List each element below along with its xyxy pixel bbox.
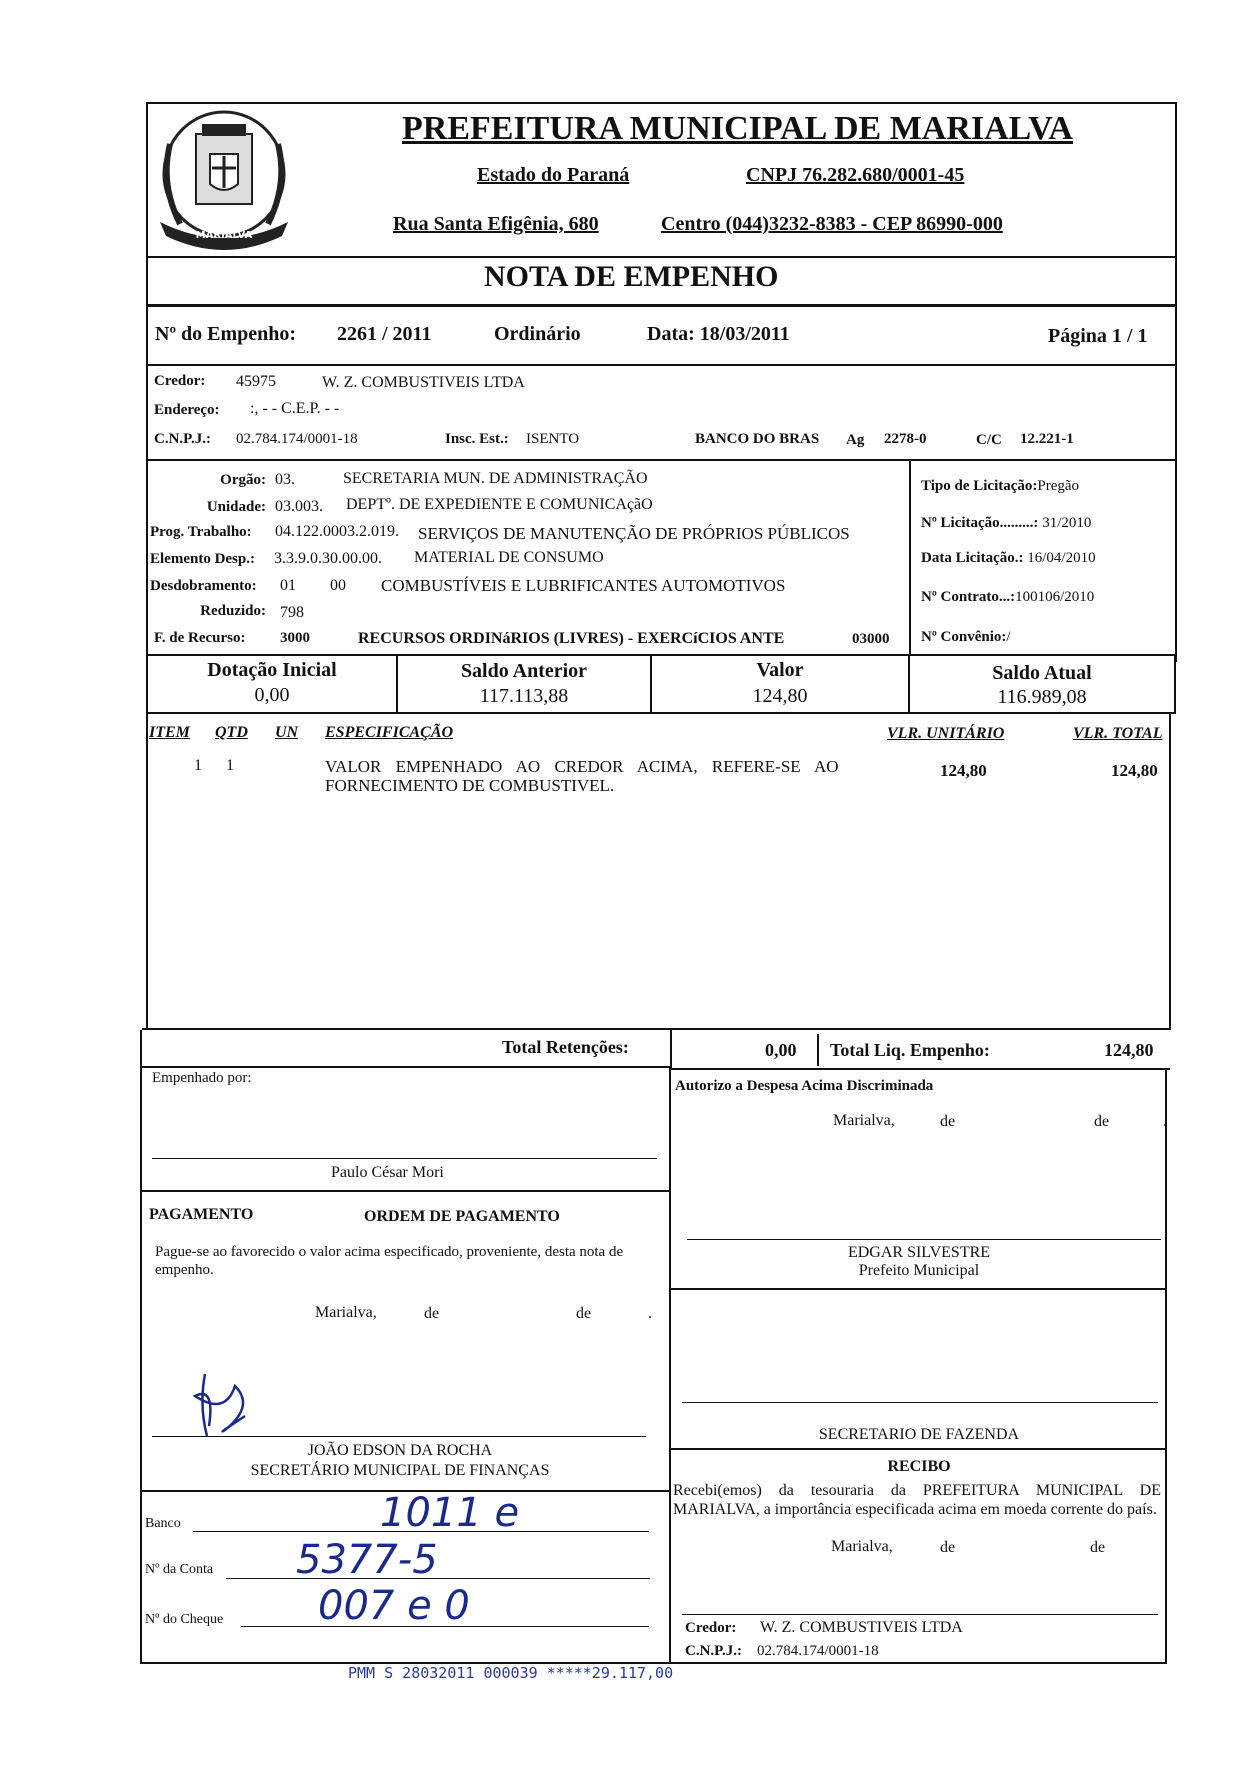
cc-value: 12.221-1 — [1020, 431, 1074, 447]
prog-code: 04.122.0003.2.019. — [275, 523, 399, 540]
saldo-anterior-value: 117.113,88 — [479, 685, 569, 707]
payment-stamp: PMM S 28032011 000039 *****29.117,00 — [348, 1664, 674, 1682]
pague-text: Pague-se ao favorecido o valor acima especificado, proveniente, desta nota de empenho. — [155, 1244, 624, 1278]
valor-value: 124,80 — [752, 685, 808, 707]
signature-line — [152, 1436, 646, 1437]
banco-label: Banco — [145, 1516, 181, 1531]
fazenda-title: SECRETARIO DE FAZENDA — [818, 1426, 1020, 1443]
num-licitacao-label: Nº Licitação.........: 31/2010 — [921, 515, 1092, 531]
header-cnpj: CNPJ 76.282.680/0001-45 — [746, 164, 965, 186]
items-border-left — [146, 712, 148, 1030]
bank-name: BANCO DO BRAS — [695, 431, 820, 447]
signature-line — [687, 1239, 1161, 1240]
dotacao-label: Dotação Inicial — [207, 659, 337, 681]
divider — [142, 1028, 1171, 1030]
conta-handwritten: 5377-5 — [296, 1537, 438, 1583]
divider — [146, 364, 1176, 366]
desd-code1: 01 — [280, 577, 296, 594]
credor-address: :, - - C.E.P. - - — [250, 400, 340, 417]
items-border-right — [1169, 712, 1171, 1030]
valor-label: Valor — [756, 659, 804, 681]
handwritten-signature — [185, 1366, 275, 1446]
insc-value: ISENTO — [526, 431, 580, 447]
divider — [817, 1034, 819, 1066]
ag-value: 2278-0 — [884, 431, 927, 447]
reduzido-label: Reduzido: — [200, 603, 266, 619]
header-address: Rua Santa Efigênia, 680 — [393, 213, 599, 235]
divider — [146, 256, 1176, 258]
empenhado-label: Empenhado por: — [152, 1070, 252, 1086]
prog-name: SERVIÇOS DE MANUTENÇÃO DE PRÓPRIOS PÚBLICOS — [418, 524, 850, 543]
recibo-label: RECIBO — [887, 1458, 951, 1475]
page-title: PREFEITURA MUNICIPAL DE MARIALVA — [402, 110, 1073, 147]
unidade-name: DEPTº. DE EXPEDIENTE E COMUNICAçãO — [346, 496, 653, 513]
page-number: Página 1 / 1 — [1048, 325, 1148, 347]
item-number: 1 — [194, 757, 202, 774]
empenho-number: 2261 / 2011 — [337, 323, 432, 345]
recibo-city: Marialva, — [831, 1538, 893, 1555]
address-label: Endereço: — [154, 402, 220, 418]
item-spec-line2: FORNECIMENTO DE COMBUSTIVEL. — [325, 776, 615, 795]
col-spec: ESPECIFICAÇÃO — [325, 724, 454, 741]
item-total-value: 124,80 — [1111, 761, 1158, 780]
divider — [670, 1068, 1170, 1070]
convenio-label: Nº Convênio:/ — [921, 629, 1011, 645]
autorizo-label: Autorizo a Despesa Acima Discriminada — [675, 1078, 934, 1094]
licitacao-box-left — [909, 461, 911, 656]
desd-name: COMBUSTÍVEIS E LUBRIFICANTES AUTOMOTIVOS — [381, 576, 786, 595]
recurso-name: RECURSOS ORDINáRIOS (LIVRES) - EXERCíCIOS ANTE — [358, 630, 785, 647]
orgao-code: 03. — [275, 471, 295, 488]
divider — [670, 1448, 1166, 1450]
lower-right-border — [1165, 1068, 1167, 1664]
empenho-number-label: Nº do Empenho: — [155, 323, 297, 345]
col-qtd: QTD — [215, 724, 248, 741]
divider — [142, 1190, 670, 1192]
banco-handwritten: 1011 e — [380, 1490, 520, 1536]
unidade-label: Unidade: — [206, 499, 266, 515]
col-unit-value: VLR. UNITÁRIO — [887, 725, 1005, 742]
divider — [146, 304, 1176, 307]
credor-code: 45975 — [236, 373, 276, 390]
divider — [142, 1066, 671, 1068]
elem-label: Elemento Desp.: — [150, 551, 255, 567]
recibo-de1: de — [940, 1539, 956, 1556]
insc-label: Insc. Est.: — [445, 431, 509, 447]
cheque-label: Nº do Cheque — [145, 1612, 224, 1627]
col-un: UN — [275, 724, 299, 741]
autorizo-de1: de — [940, 1113, 956, 1130]
empenho-date: Data: 18/03/2011 — [647, 323, 790, 345]
total-retencoes-value: 0,00 — [765, 1040, 797, 1060]
state-label: Estado do Paraná — [477, 164, 630, 186]
footer-cnpj: 02.784.174/0001-18 — [757, 1643, 879, 1659]
signature-line — [682, 1402, 1158, 1403]
divider — [670, 1028, 672, 1070]
col-total-value: VLR. TOTAL — [1073, 725, 1163, 742]
divider — [670, 1288, 1166, 1290]
divider — [146, 459, 1176, 461]
doc-title: NOTA DE EMPENHO — [484, 260, 779, 293]
item-unit-value: 124,80 — [940, 761, 987, 780]
lower-mid-border — [669, 1068, 671, 1664]
item-spec-line1: VALOR EMPENHADO AO CREDOR ACIMA, REFERE-SE AO — [325, 757, 839, 776]
conta-line — [226, 1578, 650, 1579]
tipo-licitacao-label: Tipo de Licitação:Pregão — [921, 478, 1080, 494]
saldo-atual-label: Saldo Atual — [992, 662, 1092, 684]
unidade-code: 03.003. — [275, 498, 323, 515]
footer-credor-name: W. Z. COMBUSTIVEIS LTDA — [760, 1619, 963, 1636]
col-item: ITEM — [149, 724, 190, 741]
autorizo-city: Marialva, — [833, 1112, 895, 1129]
orgao-name: SECRETARIA MUN. DE ADMINISTRAÇÃO — [343, 470, 648, 487]
ordem-pagamento-label: ORDEM DE PAGAMENTO — [364, 1208, 560, 1225]
saldo-atual-value: 116.989,08 — [997, 686, 1087, 708]
item-qtd: 1 — [226, 757, 234, 774]
pagamento-city: Marialva, — [315, 1304, 377, 1321]
empenho-type: Ordinário — [494, 323, 581, 345]
recurso-code2: 03000 — [852, 631, 890, 647]
outer-border-right — [1175, 102, 1177, 662]
cnpj-label: C.N.P.J.: — [154, 431, 211, 447]
pagamento-label: PAGAMENTO — [149, 1206, 254, 1223]
recibo-text: Recebi(emos) da tesouraria da PREFEITURA MUNICIPAL DE MARIALVA, a importância especificada acima em moeda corrente do país. — [673, 1482, 1161, 1518]
autorizo-dot: . — [1163, 1113, 1167, 1130]
prog-label: Prog. Trabalho: — [150, 524, 252, 540]
divider — [682, 1614, 1158, 1615]
contrato-label: Nº Contrato...:100106/2010 — [921, 589, 1095, 605]
desd-code2: 00 — [330, 577, 346, 594]
financas-name: JOÃO EDSON DA ROCHA — [307, 1442, 493, 1459]
signature-line — [152, 1158, 657, 1159]
city-crest-logo — [150, 104, 298, 254]
pagamento-dot: . — [648, 1305, 652, 1322]
dotacao-value: 0,00 — [254, 684, 290, 706]
empenhado-name: Paulo César Mori — [331, 1164, 444, 1181]
footer-credor-label: Credor: — [685, 1620, 737, 1636]
elem-name: MATERIAL DE CONSUMO — [414, 549, 604, 566]
recurso-code: 3000 — [280, 630, 310, 646]
cc-label: C/C — [976, 432, 1002, 448]
credor-cnpj: 02.784.174/0001-18 — [236, 431, 358, 447]
footer-cnpj-label: C.N.P.J.: — [685, 1643, 742, 1659]
reduzido-value: 798 — [280, 604, 304, 621]
outer-border-left — [146, 102, 148, 662]
outer-border-top — [146, 102, 1176, 104]
pagamento-de1: de — [424, 1305, 440, 1322]
svg-text:MARIALVA: MARIALVA — [195, 230, 253, 241]
lower-left-border — [140, 1030, 142, 1664]
conta-label: Nº da Conta — [145, 1562, 214, 1577]
pagamento-de2: de — [576, 1305, 592, 1322]
prefeito-name: EDGAR SILVESTRE — [847, 1244, 991, 1261]
orgao-label: Orgão: — [220, 472, 266, 488]
recibo-de2: de — [1090, 1539, 1106, 1556]
cheque-handwritten: 007 e 0 — [318, 1583, 470, 1629]
elem-code: 3.3.9.0.30.00.00. — [274, 550, 382, 567]
credor-name: W. Z. COMBUSTIVEIS LTDA — [322, 374, 525, 391]
desd-label: Desdobramento: — [150, 578, 257, 594]
saldo-anterior-label: Saldo Anterior — [460, 660, 588, 682]
data-licitacao-label: Data Licitação.: 16/04/2010 — [921, 550, 1096, 566]
credor-label: Credor: — [154, 373, 206, 389]
financas-title: SECRETÁRIO MUNICIPAL DE FINANÇAS — [250, 1462, 550, 1479]
total-liquido-label: Total Liq. Empenho: — [830, 1040, 990, 1060]
prefeito-title: Prefeito Municipal — [858, 1262, 980, 1279]
autorizo-de2: de — [1094, 1113, 1110, 1130]
ag-label: Ag — [846, 432, 865, 448]
header-contact: Centro (044)3232-8383 - CEP 86990-000 — [661, 213, 1003, 235]
total-liquido-value: 124,80 — [1104, 1040, 1154, 1060]
recurso-label: F. de Recurso: — [154, 630, 246, 646]
total-retencoes-label: Total Retenções: — [502, 1037, 629, 1057]
